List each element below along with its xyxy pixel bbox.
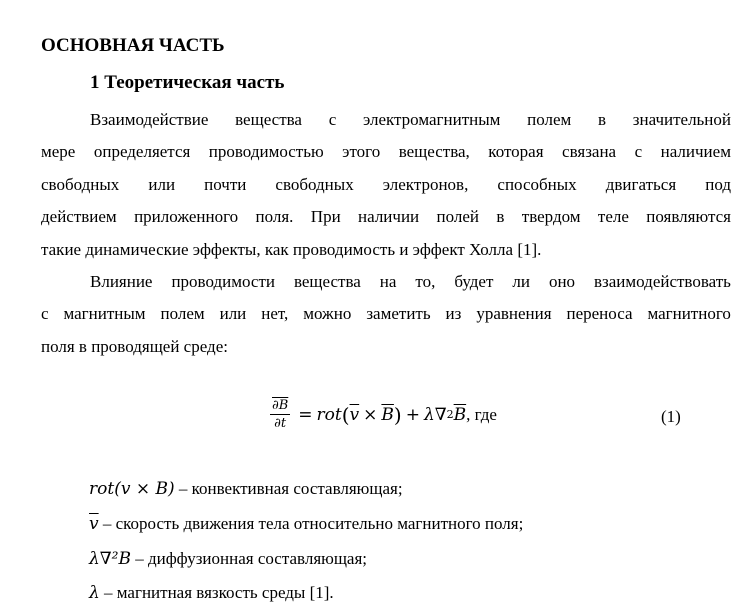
paragraph-1-line-4-word: При xyxy=(310,207,341,227)
equation-number: (1) xyxy=(661,407,681,426)
paragraph-1-line-1-word: электромагнитным xyxy=(362,110,501,129)
paragraph-2-line-3: поля в проводящей среде: xyxy=(41,336,228,356)
paragraph-1-line-2-word: связана xyxy=(562,142,617,162)
definition-3-text: – диффузионная составляющая; xyxy=(130,549,368,568)
paragraph-2-line-1-word: ли xyxy=(512,272,530,291)
paragraph-2-line-1-word: оно xyxy=(548,272,576,291)
paragraph-1-line-2-word: определяется xyxy=(93,142,191,162)
paragraph-1-line-4-word: поля. xyxy=(255,207,294,227)
paragraph-1-line-4-word: появляются xyxy=(646,207,731,227)
velocity-symbol: $\overline{v}$ xyxy=(349,404,360,425)
paragraph-1-line-2-word: мере xyxy=(41,142,76,162)
paragraph-1-line-2 xyxy=(41,136,731,168)
close-paren: ) xyxy=(393,402,402,427)
paragraph-1-line-3-word: электронов, xyxy=(382,174,469,194)
paragraph-2-line-2-word: магнитного xyxy=(647,304,731,324)
paragraph-1 xyxy=(41,104,731,266)
paragraph-1-line-2-word: наличием xyxy=(660,142,731,162)
equals-sign: = xyxy=(298,404,313,425)
paragraph-1-line-5: такие динамические эффекты, как проводимость и эффект Холла [1]. xyxy=(41,239,542,259)
paragraph-2-line-2-word: переноса xyxy=(566,304,633,324)
paragraph-1-line-3-word: почти xyxy=(204,174,247,194)
paragraph-1-line-3-word: свободных xyxy=(41,174,120,194)
plus-sign: + xyxy=(405,404,420,425)
paragraph-1-line-4-word: в xyxy=(496,207,505,227)
paragraph-1-line-3 xyxy=(41,169,731,201)
induction-equation xyxy=(270,398,497,431)
definition-3 xyxy=(89,549,367,569)
paragraph-1-line-4-word: полей xyxy=(436,207,480,227)
paragraph-1-line-1 xyxy=(90,104,731,136)
paragraph-1-line-2-word: вещества, xyxy=(398,142,470,162)
main-heading: ОСНОВНАЯ ЧАСТЬ xyxy=(41,35,225,56)
paragraph-2-line-1-word: то, xyxy=(415,272,436,291)
paragraph-1-line-3-word: способных xyxy=(497,174,577,194)
paragraph-1-line-3-word: свободных xyxy=(275,174,354,194)
definition-2 xyxy=(89,514,523,534)
paragraph-1-line-4-word: действием xyxy=(41,207,117,227)
paragraph-2-line-1-word: Влияние xyxy=(90,272,153,291)
paragraph-2 xyxy=(41,266,731,363)
paragraph-2-line-2-word: или xyxy=(219,304,247,324)
paragraph-1-line-2-word: с xyxy=(634,142,643,162)
definition-4-text: – магнитная вязкость среды [1]. xyxy=(99,583,334,602)
paragraph-2-line-2-word: нет, xyxy=(261,304,289,324)
paragraph-1-line-4-word: наличии xyxy=(358,207,420,227)
paragraph-2-line-1-word: будет xyxy=(454,272,494,291)
paragraph-1-line-4-word: твердом xyxy=(521,207,581,227)
paragraph-2-line-2-word: магнитным xyxy=(63,304,146,324)
paragraph-2-line-1-word: взаимодействовать xyxy=(594,272,731,291)
paragraph-1-line-1-word: Взаимодействие xyxy=(90,110,209,129)
paragraph-2-line-2 xyxy=(41,298,731,330)
paragraph-1-line-3-word: или xyxy=(148,174,176,194)
formula-suffix: , где xyxy=(466,404,497,424)
paragraph-1-line-4-word: приложенного xyxy=(134,207,239,227)
paragraph-1-line-1-word: значительной xyxy=(632,110,731,129)
definition-1-math: rot(v × B) xyxy=(89,479,175,499)
paragraph-1-line-4-word: теле xyxy=(597,207,629,227)
definition-1-text: – конвективная составляющая; xyxy=(174,479,403,498)
fraction-denominator: ∂t xyxy=(274,416,287,431)
paragraph-1-line-1-word: с xyxy=(328,110,337,129)
paragraph-1-line-4 xyxy=(41,201,731,233)
paragraph-1-line-1-word: полем xyxy=(527,110,572,129)
section-heading: 1 Теоретическая часть xyxy=(90,72,285,93)
paragraph-1-line-2-word: этого xyxy=(342,142,381,162)
definition-2-text: – скорость движения тела относительно магнитного поля; xyxy=(98,514,524,533)
definition-4-math: λ xyxy=(89,583,100,603)
definition-2-math: $\overline{v}$ xyxy=(89,514,99,534)
partial-derivative xyxy=(270,398,290,431)
rot-operator: rot xyxy=(316,404,342,425)
definition-3-math: λ∇²B xyxy=(89,549,131,569)
paragraph-2-line-1-word: проводимости xyxy=(171,272,275,291)
open-paren: ( xyxy=(341,402,350,427)
paragraph-2-line-2-word: заметить xyxy=(366,304,431,324)
paragraph-2-line-2-word: из xyxy=(445,304,462,324)
paragraph-2-line-2-word: уравнения xyxy=(476,304,552,324)
lambda-nabla: λ∇ xyxy=(423,404,447,425)
paragraph-2-line-1-word: вещества xyxy=(293,272,361,291)
paragraph-2-line-1 xyxy=(90,266,731,298)
definition-1 xyxy=(89,479,403,499)
field-symbol: $\overline{B}$ xyxy=(381,404,394,425)
definition-4 xyxy=(89,583,334,603)
paragraph-1-line-1-word: в xyxy=(598,110,607,129)
paragraph-2-line-1-word: на xyxy=(379,272,397,291)
squared-exponent: 2 xyxy=(446,408,454,421)
paragraph-1-line-3-word: двигаться xyxy=(605,174,677,194)
paragraph-1-line-2-word: проводимостью xyxy=(208,142,324,162)
field-symbol-2: $\overline{B}$ xyxy=(453,404,467,425)
paragraph-2-line-2-word: можно xyxy=(303,304,352,324)
fraction-numerator: ∂B xyxy=(272,398,289,413)
paragraph-1-line-2-word: которая xyxy=(488,142,544,162)
paragraph-1-line-3-word: под xyxy=(705,174,731,194)
paragraph-2-line-2-word: с xyxy=(41,304,49,324)
cross-product-sign: × xyxy=(363,404,378,425)
paragraph-2-line-2-word: полем xyxy=(160,304,205,324)
paragraph-1-line-1-word: вещества xyxy=(235,110,302,129)
